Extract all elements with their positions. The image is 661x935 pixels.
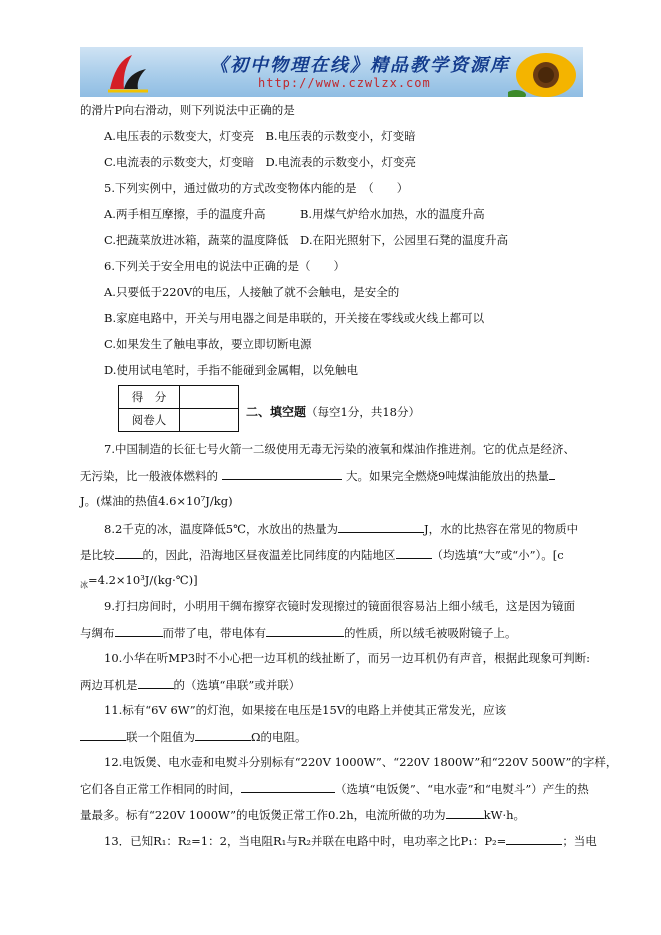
section-title: 二、填空题 (246, 405, 307, 419)
banner-url: http://www.czwlzx.com (258, 76, 431, 90)
score-cell (180, 386, 239, 409)
text-line: 的滑片P向右滑动，则下列说法中正确的是 (80, 103, 295, 117)
question-line: 两边耳机是 的（选填“串联”或并联） (80, 678, 301, 692)
option-line: A.只要低于220V的电压，人接触了就不会触电，是安全的 (104, 285, 400, 299)
banner-title: 《初中物理在线》精品教学资源库 (210, 55, 510, 76)
option-line: D.使用试电笔时，手指不能碰到金属帽，以免触电 (104, 363, 358, 377)
question-line: 联一个阻值为 Ω的电阻。 (80, 729, 307, 744)
score-label: 得 分 (119, 386, 180, 409)
option-line: B.家庭电路中，开关与用电器之间是串联的，开关接在零线或火线上都可以 (104, 311, 485, 325)
option-line: A.电压表的示数变大，灯变亮 B.电压表的示数变小，灯变暗 (104, 129, 416, 143)
grader-cell (180, 409, 239, 432)
question-line: 6.下列关于安全用电的说法中正确的是（ ） (104, 259, 345, 273)
option-line: A.两手相互摩擦，手的温度升高 B.用煤气炉给水加热，水的温度升高 (104, 207, 485, 221)
question-line: 12.电饭煲、电水壶和电熨斗分别标有“220V 1000W”、“220V 1800W”和“220V 500W”的字样， (104, 755, 618, 769)
question-line: 5.下列实例中，通过做功的方式改变物体内能的是 （ ） (104, 181, 409, 195)
question-line: 7.中国制造的长征七号火箭一二级使用无毒无污染的液氧和煤油作推进剂。它的优点是经济、 (104, 442, 575, 456)
question-line: 与绸布 而带了电，带电体有 的性质，所以绒毛被吸附镜子上。 (80, 626, 517, 640)
question-line: 9.打扫房间时，小明用干绸布擦穿衣镜时发现擦过的镜面很容易沾上细小绒毛，这是因为镜面 (104, 599, 575, 613)
question-line: 11.标有“6V 6W”的灯泡，如果接在电压是15V的电路上并使其正常发光，应该 (104, 703, 507, 717)
option-line: C.电流表的示数变大，灯变暗 D.电流表的示数变小，灯变亮 (104, 155, 417, 169)
option-line: C.把蔬菜放进冰箱，蔬菜的温度降低 D.在阳光照射下，公园里石凳的温度升高 (104, 233, 509, 247)
grader-label: 阅卷人 (119, 409, 180, 432)
question-line: 10.小华在听MP3时不小心把一边耳机的线扯断了，而另一边耳机仍有声音，根据此现象可判断: (104, 651, 590, 665)
score-table (118, 385, 239, 432)
section-heading (246, 403, 420, 420)
question-line: J。(煤油的热值4.6×10⁷J/kg) (80, 494, 233, 508)
question-line: 它们各自正常工作相同的时间， （选填“电饭煲”、“电水壶”和“电熨斗”）产生的热 (80, 782, 589, 796)
question-line: $_冰$=4.2×10³J/(kg·℃)] (80, 573, 198, 590)
question-line: 13．已知R₁：R₂=1：2，当电阻R₁与R₂并联在电路中时，电功率之比P₁：P₂= ；当电 (104, 834, 597, 848)
question-line: 量最多。标有“220V 1000W”的电饭煲正常工作0.2h，电流所做的功为 kW·h。 (80, 808, 526, 822)
question-line: 是比较 的，因此，沿海地区昼夜温差比同纬度的内陆地区 （均选填“大”或“小”）。[c (80, 548, 564, 562)
question-line: 8.2千克的冰，温度降低5℃，水放出的热量为 J，水的比热容在常见的物质中 (104, 522, 579, 536)
section-note: （每空1分，共18分） (306, 405, 420, 419)
option-line: C.如果发生了触电事故，要立即切断电源 (104, 337, 312, 351)
question-line: 无污染，比一般液体燃料的 大。如果完全燃烧9吨煤油能放出的热量 (80, 468, 555, 483)
